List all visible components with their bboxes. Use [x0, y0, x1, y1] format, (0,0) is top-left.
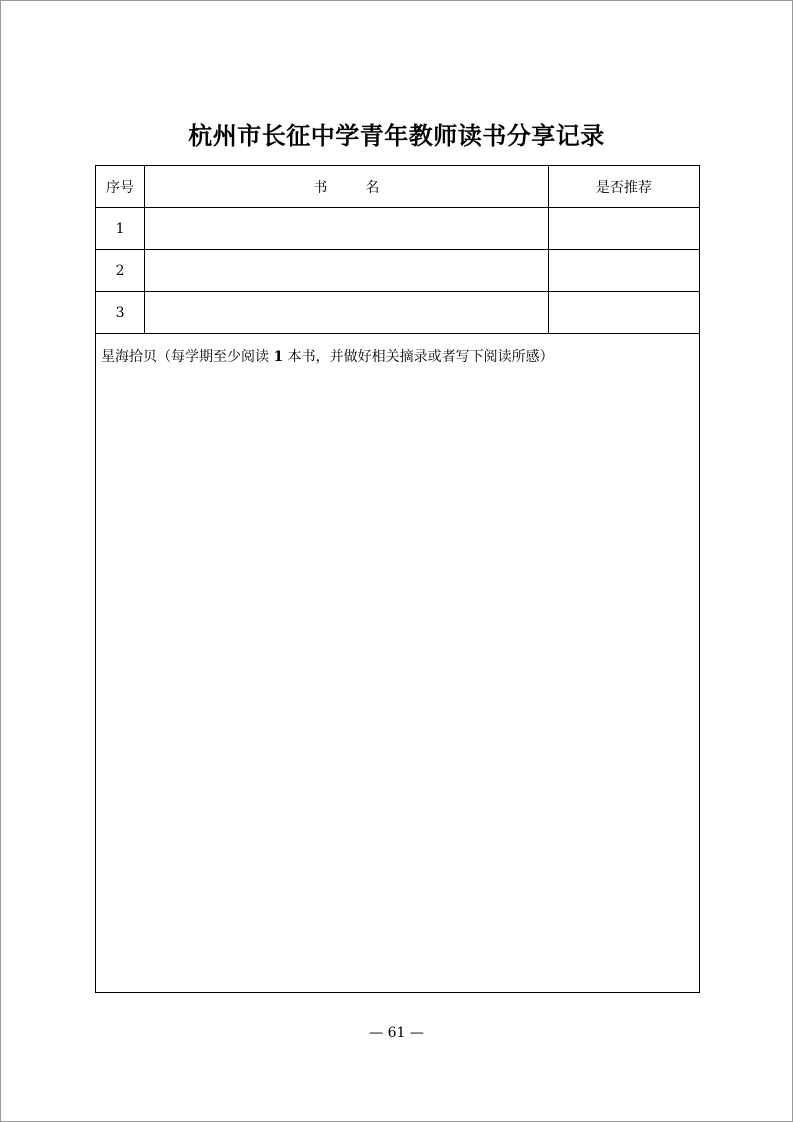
header-recommended-label: 是否推荐	[595, 179, 652, 196]
row-index-cell	[96, 292, 145, 334]
notes-row	[96, 334, 700, 993]
header-book-title-label-a: 书	[313, 179, 328, 196]
row-index: 3	[115, 304, 125, 321]
table-row-2	[96, 250, 700, 292]
recommended-cell[interactable]	[548, 292, 699, 334]
header-index-label: 序号	[106, 179, 135, 196]
reading-record-table	[95, 165, 700, 993]
notes-label	[96, 334, 699, 366]
header-book-title	[145, 166, 549, 208]
notes-label-number: 1	[273, 349, 284, 365]
header-index	[96, 166, 145, 208]
header-book-title-label-b: 名	[365, 179, 380, 196]
document-title: 杭州市长征中学青年教师读书分享记录	[188, 121, 605, 150]
row-index-cell	[96, 250, 145, 292]
row-index: 1	[115, 220, 125, 237]
recommended-cell[interactable]	[548, 208, 699, 250]
notes-area[interactable]	[96, 334, 700, 993]
table-header-row	[96, 166, 700, 208]
book-title-cell[interactable]	[145, 250, 549, 292]
table-row-3	[96, 292, 700, 334]
notes-label-prefix: 星海拾贝（每学期至少阅读	[101, 349, 269, 365]
recommended-cell[interactable]	[548, 250, 699, 292]
row-index: 2	[115, 262, 125, 279]
row-index-cell	[96, 208, 145, 250]
book-title-cell[interactable]	[145, 208, 549, 250]
page-number: — 61 —	[369, 1025, 424, 1041]
header-recommended	[548, 166, 699, 208]
book-title-cell[interactable]	[145, 292, 549, 334]
table-row-1	[96, 208, 700, 250]
notes-label-suffix: 本书，并做好相关摘录或者写下阅读所感）	[287, 349, 554, 365]
